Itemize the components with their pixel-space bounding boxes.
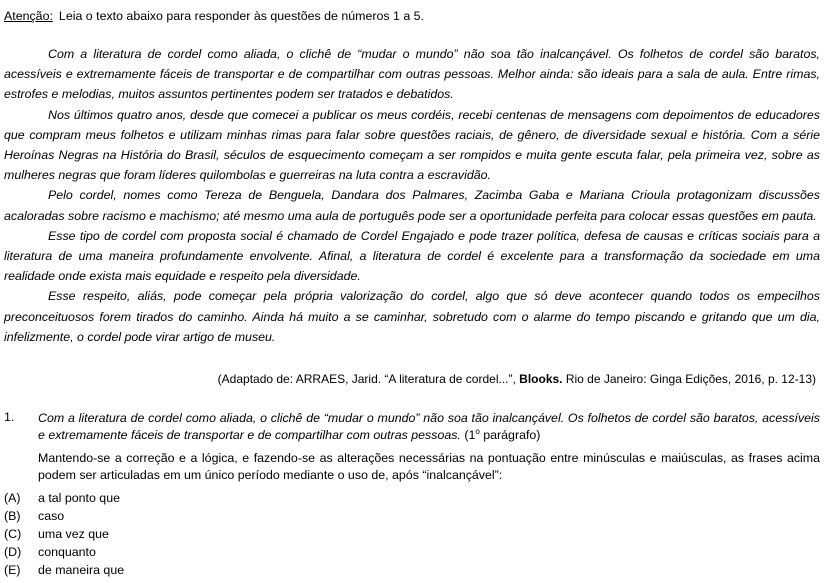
option-e[interactable] [4, 561, 820, 579]
option-text: uma vez que [38, 527, 109, 541]
option-letter: (C) [4, 527, 22, 541]
passage-paragraph-5: Esse respeito, aliás, pode começar pela própria valorização do cordel, algo que só deve acontecer quando todos os empecilhos preconceituosos forem tirados do caminho. Ainda há muito a se caminhar, sobretudo com o alarme do tempo piscando e gritando que um dia, infelizmente, o cordel pode virar artigo de museu. [4, 289, 820, 344]
citation-suffix: Rio de Janeiro: Ginga Edições, 2016, p. 12-13) [562, 372, 816, 386]
citation-source: Blooks. [519, 372, 563, 386]
quote-text: Com a literatura de cordel como aliada, o clichê de “mudar o mundo” não soa tão inalcançável. Os folhetos de cordel são baratos, acessíveis e extremamente fáceis de transportar e de compartilhar com outras pessoas. [38, 411, 820, 442]
passage-paragraph-2: Nos últimos quatro anos, desde que comecei a publicar os meus cordéis, recebi centenas de mensagens com depoimentos de educadores que compram meus folhetos e utilizam minhas rimas para falar sobre questões raciais, de gênero, de diversidade sexual e história. Com a série Heroínas Negras na História do Brasil, séculos de esquecimento começam a ser rompidos e muita gente escuta falar, pela primeira vez, sobre as mulheres negras que foram líderes quilombolas e guerreiras na luta contra a escravidão. [4, 107, 820, 183]
option-text: caso [38, 509, 65, 523]
option-text: conquanto [38, 545, 96, 559]
option-letter: (E) [4, 563, 21, 577]
question-1 [4, 410, 820, 579]
question-prompt: Mantendo-se a correção e a lógica, e fazendo-se as alterações necessárias na pontuação entre minúsculas e maiúsculas, as frases acima podem ser articuladas em um único período mediante o uso de, após “inalcançável”: [38, 451, 820, 482]
answer-options [4, 489, 820, 579]
option-text: de maneira que [38, 563, 125, 577]
citation-prefix: (Adaptado de: ARRAES, Jarid. “A literatura de cordel...”, [217, 372, 520, 386]
question-quote [38, 410, 820, 443]
passage-paragraph-4: Esse tipo de cordel com proposta social é chamado de Cordel Engajado e pode trazer política, defesa de causas e críticas sociais para a literatura de uma maneira profundamente envolvente. Afinal, a literatura de cordel é excelente para a transformação da sociedade em uma realidade onde exista mais equidade e respeito pela diversidade. [4, 228, 820, 284]
paragraph-reference: (1$^o$ parágrafo) [464, 426, 541, 442]
instruction-text: Leia o texto abaixo para responder às questões de números 1 a 5. [58, 9, 424, 23]
option-letter: (A) [4, 491, 21, 505]
question-number: 1. [4, 410, 15, 424]
source-citation [218, 372, 816, 386]
option-letter: (D) [4, 545, 22, 559]
attention-label: Atenção: [4, 9, 53, 23]
option-b[interactable] [4, 507, 820, 525]
option-c[interactable] [4, 525, 820, 543]
option-a[interactable] [4, 489, 820, 507]
option-letter: (B) [4, 509, 21, 523]
option-d[interactable] [4, 543, 820, 561]
reading-passage [4, 44, 820, 347]
passage-paragraph-3: Pelo cordel, nomes como Tereza de Benguela, Dandara dos Palmares, Zacimba Gaba e Mariana Crioula protagonizam discussões acaloradas sobre racismo e machismo; até mesmo uma aula de português pode ser a oportunidade perfeita para colocar essas questões em pauta. [4, 188, 820, 223]
instruction-header [4, 9, 424, 23]
passage-paragraph-1: Com a literatura de cordel como aliada, o clichê de “mudar o mundo” não soa tão inalcançável. Os folhetos de cordel são baratos, acessíveis e extremamente fáceis de transportar e de compartilhar com outras pessoas. Melhor ainda: são ideais para a sala de aula. Entre rimas, estrofes e melodias, muitos assuntos pertinentes podem ser tratados e debatidos. [4, 47, 820, 102]
option-text: a tal ponto que [38, 491, 120, 505]
